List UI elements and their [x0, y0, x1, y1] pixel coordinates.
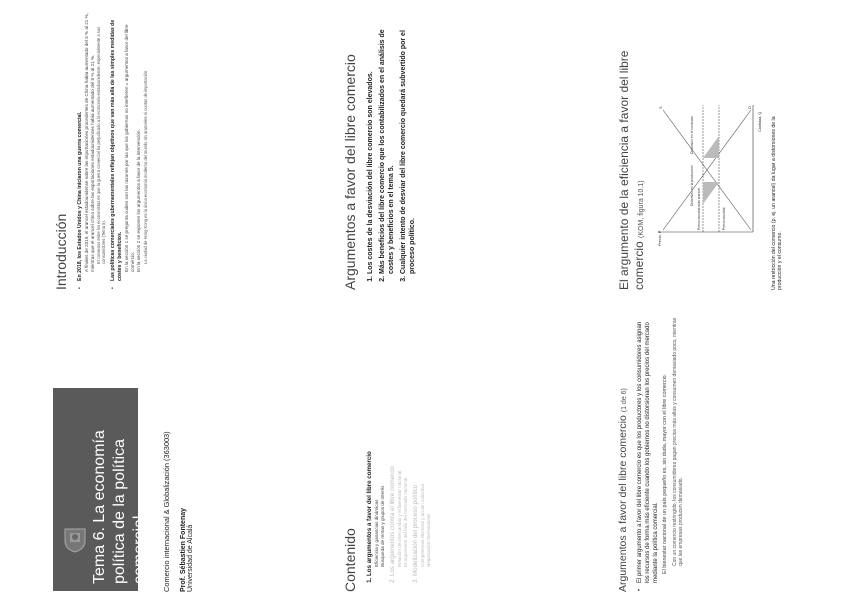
production-distortion-area: [703, 182, 719, 204]
university-name: Universidad de Alcalá: [187, 524, 194, 592]
intro-bullet-1: • En 2018, los Estados Unidos y China iniciaron una guerra comercial. A finales de 2019, el arancel estadounidense sobre las importaciones procedentes de China había aumentado del 3 % al 21 %, mientras que el arancel chino sobre las exportaciones estadounidenses había aumentado del 8 % al 21 %. El consenso entre los economistas es que la guerra comercial ha perjudicado a la economía estadounidense, especialmente a sus consumidores (Tema 5).: [77, 8, 107, 281]
supply-label: S: [658, 106, 663, 109]
tariff-price-label: Precio mundial más arancel: [697, 188, 701, 230]
price-label: Precio, P: [658, 230, 662, 246]
slide-argumentos-lista: [342, 8, 420, 290]
world-price-label: Precio mundial: [722, 207, 726, 230]
slide1-title: Tema 6. La economía política de la política comercial: [91, 430, 148, 584]
slide6-caption: Una restricción del comercio (p. ej. un arancel) da lugar a distorsiones de la producción y el consumo.: [771, 116, 783, 290]
slide3-title: Argumentos a favor del libre comercio (1 de 6): [617, 388, 629, 592]
consumption-distortion-area: [703, 136, 719, 158]
slide4-title: Introducción: [53, 213, 69, 290]
slide2-title: Contenido: [342, 528, 358, 592]
intro-bullet-2: • Las políticas comerciales gubernamentales reflejan objetivos que van más allá de las simples medidas de costes y beneficios. En la sección 1 se pregunta cuáles son las razones por las que los gobiernos no interfieren = argumentos a favor del libre comercio. En la sección 2 se exponen los argumentos a favor de la intervención. La ciudad de Hong Kong es la única economía moderna del mundo sin aranceles ni cuotas de importación.: [110, 8, 148, 281]
slide6-title: El argumento de la eficiencia a favor del libre comercio (KOM, figura 10.1): [617, 50, 646, 290]
arg-item-2: 2. Más beneficios del libre comercio que los contabilizados en el análisis de costes y beneficios en el tema 5.: [378, 8, 396, 274]
consumption-distortion-label: Distorsión en el consumo: [690, 115, 694, 154]
quantity-label: Cantidad, Q: [758, 111, 762, 132]
slide-introduccion: [53, 8, 151, 290]
slide1-meta: [162, 332, 194, 592]
toc-item-1: 1. Los argumentos a favor del libre comercio Eficiencia y ganancias dinámicas Búsqueda de rentas y grupos de interés: [366, 322, 386, 576]
slide5-title: Argumentos a favor del libre comercio: [342, 54, 358, 290]
course-name: Comercio internacional & Globalización (363003): [162, 431, 171, 592]
slide-title: [60, 392, 148, 592]
production-distortion-label: Distorsión en la producción: [690, 165, 694, 206]
demand-label: D: [747, 106, 752, 109]
slide-argumentos-1: [617, 317, 688, 592]
toc-item-3: 3. Modelización del proceso político Competencia electoral y acción colectiva Negociación internacional: [412, 322, 432, 576]
author-name: Prof. Sébastien Fontenay: [180, 507, 187, 592]
arg-item-3: 3. Cualquier intento de desviar del libre comercio quedará subvertido por el proceso político.: [399, 8, 417, 274]
slide-contenido: [342, 322, 435, 592]
toc-item-2: 2. Los argumentos contra el libre comercio Relación de intercambio y el bienestar nacional El argumento del fallo del mercado nacional: [389, 322, 409, 576]
arg-item-1: 1. Los costes de la desviación del libre comercio son elevados.: [366, 8, 375, 274]
slide3-bullet: • El primer argumento a favor del libre comercio es que los productores y los consumidores asignan los recursos de forma más eficiente cuando los gobiernos no distorsionan los precios del mercado mediante la política comercial. El bienestar nacional de un país pequeño es, sin duda, mayor con el libre comercio. Con un comercio restringido, los consumidores pagan precios más altos y consumen demasiado poco, mientras que las empresas producen demasiado.: [636, 317, 685, 583]
efficiency-diagram: [653, 100, 763, 250]
slide-eficiencia: [617, 8, 783, 290]
